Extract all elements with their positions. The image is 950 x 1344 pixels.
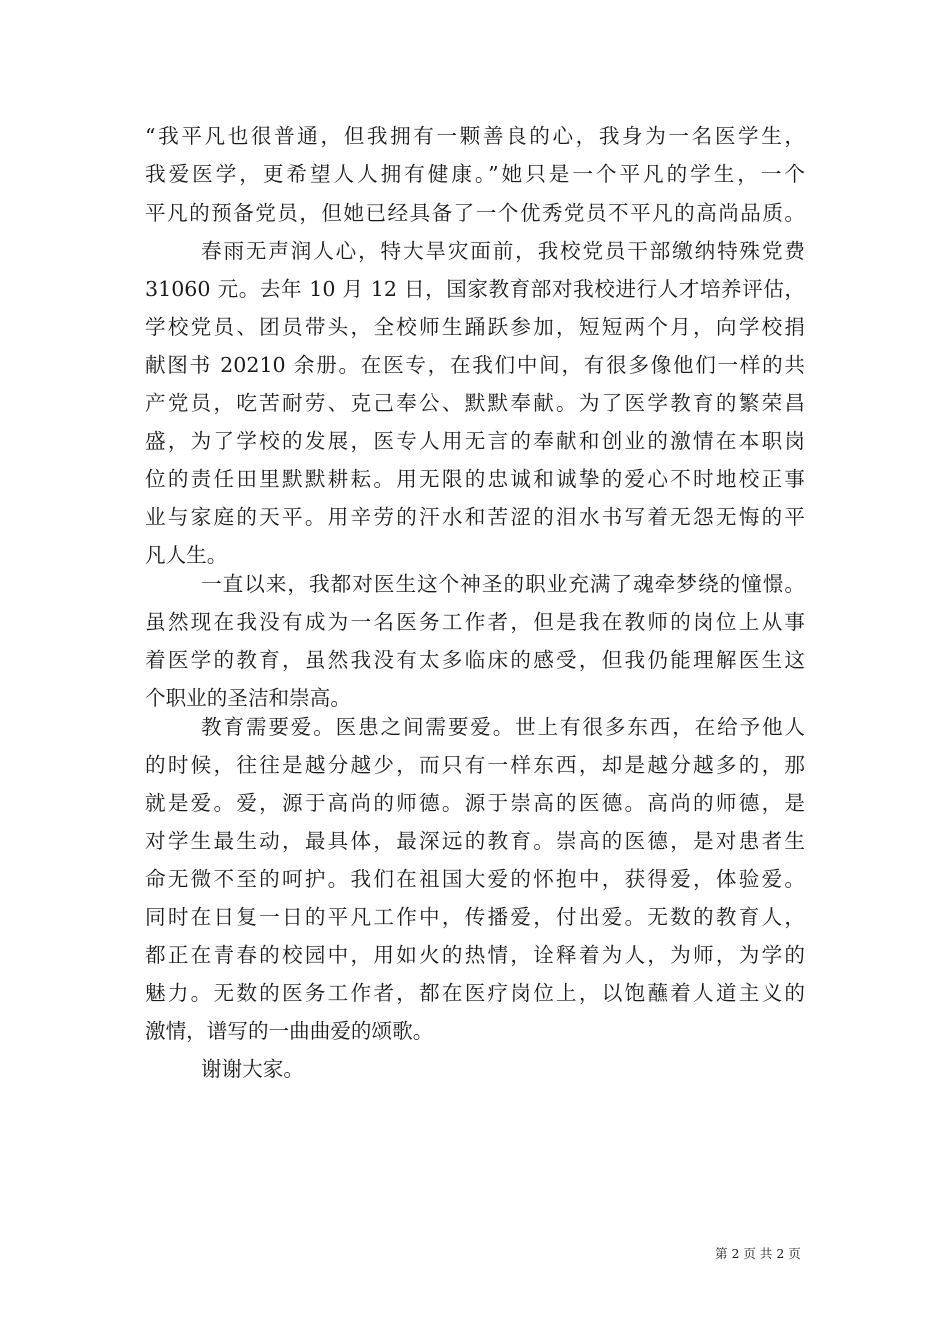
text-line-2: 我爱医学，更希望人人拥有健康。”她只是一个平凡的学生，一个 [145,162,805,186]
text-line-12: 凡人生。 [145,543,228,567]
text-line-13: 一直以来，我都对医生这个神圣的职业充满了魂牵梦绕的憧憬。 [201,572,805,596]
text-line-18: 的时候，往往是越分越少，而只有一样东西，却是越分越多的，那 [145,753,805,777]
text-line-4: 春雨无声润人心，特大旱灾面前，我校党员干部缴纳特殊党费 [201,239,805,263]
text-line-19: 就是爱。爱，源于高尚的师德。源于崇高的医德。高尚的师德，是 [145,791,805,815]
text-line-7: 献图书 20210 余册。在医专，在我们中间，有很多像他们一样的共 [145,353,805,377]
text-line-15: 着医学的教育，虽然我没有太多临床的感受，但我仍能理解医生这 [145,648,805,672]
text-line-3: 平凡的预备党员，但她已经具备了一个优秀党员不平凡的高尚品质。 [145,201,805,225]
text-line-23: 都正在青春的校园中，用如火的热情，诠释着为人，为师，为学的 [145,943,805,967]
text-line-6: 学校党员、团员带头，全校师生踊跃参加，短短两个月，向学校捐 [145,315,805,339]
text-line-21: 命无微不至的呵护。我们在祖国大爱的怀抱中，获得爱，体验爱。 [145,867,805,891]
text-line-17: 教育需要爱。医患之间需要爱。世上有很多东西，在给予他人 [201,715,805,739]
page-number-footer: 第 2 页 共 2 页 [715,1246,801,1261]
text-line-16: 个职业的圣洁和崇高。 [145,686,351,710]
text-line-22: 同时在日复一日的平凡工作中，传播爱，付出爱。无数的教育人， [145,905,805,929]
text-line-10: 位的责任田里默默耕耘。用无限的忠诚和诚挚的爱心不时地校正事 [145,467,805,491]
text-line-20: 对学生最生动，最具体，最深远的教育。崇高的医德，是对患者生 [145,829,805,853]
text-line-24: 魅力。无数的医务工作者，都在医疗岗位上，以饱蘸着人道主义的 [145,981,805,1005]
text-line-14: 虽然现在我没有成为一名医务工作者，但是我在教师的岗位上从事 [145,610,805,634]
text-line-5: 31060 元。去年 10 月 12 日，国家教育部对我校进行人才培养评估， [145,277,805,301]
text-line-8: 产党员，吃苦耐劳、克己奉公、默默奉献。为了医学教育的繁荣昌 [145,391,805,415]
text-line-9: 盛，为了学校的发展，医专人用无言的奉献和创业的激情在本职岗 [145,429,805,453]
text-line-26: 谢谢大家。 [201,1057,304,1081]
text-line-25: 激情，谱写的一曲曲爱的颂歌。 [145,1019,434,1043]
text-line-11: 业与家庭的天平。用辛劳的汗水和苦涩的泪水书写着无怨无悔的平 [145,505,805,529]
text-line-1: “我平凡也很普通，但我拥有一颗善良的心，我身为一名医学生， [145,124,805,148]
